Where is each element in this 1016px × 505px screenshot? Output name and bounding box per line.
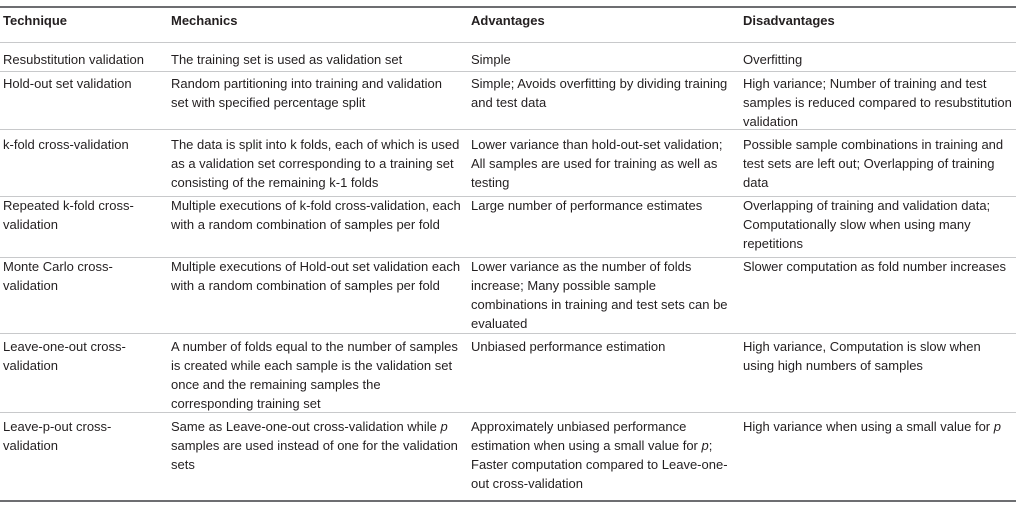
row-divider xyxy=(0,71,1016,72)
technique-cell: Hold-out set validation xyxy=(3,76,132,91)
disadvantages-cell: Possible sample combinations in training and test sets are left out; Overlapping of training data xyxy=(743,137,1004,190)
column-header-advantages: Advantages xyxy=(471,13,545,28)
technique-cell: k-fold cross-validation xyxy=(3,137,129,152)
header-divider xyxy=(0,42,1016,43)
disadvantages-cell: High variance when using a small value for p xyxy=(743,419,1001,434)
table-top-rule xyxy=(0,6,1016,8)
advantages-cell: Large number of performance estimates xyxy=(471,198,703,213)
advantages-cell: Lower variance than hold-out-set validation; All samples are used for training as well as testing xyxy=(471,137,723,190)
technique-cell: Repeated k-fold cross-validation xyxy=(3,198,134,232)
disadvantages-cell: High variance; Number of training and test samples is reduced compared to resubstitution validation xyxy=(743,76,1012,129)
disadvantages-cell: Overlapping of training and validation data; Computationally slow when using many repetitions xyxy=(743,198,991,251)
row-divider xyxy=(0,333,1016,334)
mechanics-cell: The data is split into k folds, each of which is used as a validation set corresponding to a training set consisting of the remaining k-1 folds xyxy=(171,137,460,190)
mechanics-cell: Random partitioning into training and validation set with specified percentage split xyxy=(171,76,443,110)
mechanics-cell: Multiple executions of Hold-out set validation each with a random combination of samples per fold xyxy=(171,259,461,293)
disadvantages-cell: High variance, Computation is slow when using high numbers of samples xyxy=(743,339,981,373)
mechanics-cell: A number of folds equal to the number of samples is created while each sample is the validation set once and the remaining samples the corresponding training set xyxy=(171,339,458,411)
column-header-mechanics: Mechanics xyxy=(171,13,238,28)
advantages-cell: Approximately unbiased performance estimation when using a small value for p; Faster computation compared to Leave-one-out cross-validation xyxy=(471,419,728,491)
advantages-cell: Simple; Avoids overfitting by dividing training and test data xyxy=(471,76,728,110)
technique-cell: Leave-one-out cross-validation xyxy=(3,339,126,373)
advantages-cell: Unbiased performance estimation xyxy=(471,339,666,354)
row-divider xyxy=(0,412,1016,413)
mechanics-cell: The training set is used as validation set xyxy=(171,52,403,67)
advantages-cell: Simple xyxy=(471,52,511,67)
disadvantages-cell: Slower computation as fold number increases xyxy=(743,259,1007,274)
technique-cell: Leave-p-out cross-validation xyxy=(3,419,112,453)
disadvantages-cell: Overfitting xyxy=(743,52,803,67)
advantages-cell: Lower variance as the number of folds increase; Many possible sample combinations in training and test sets can be evaluated xyxy=(471,259,728,331)
table-bottom-rule xyxy=(0,500,1016,502)
mechanics-cell: Multiple executions of k-fold cross-validation, each with a random combination of samples per fold xyxy=(171,198,461,232)
mechanics-cell: Same as Leave-one-out cross-validation while p samples are used instead of one for the validation sets xyxy=(171,419,458,472)
technique-cell: Monte Carlo cross-validation xyxy=(3,259,113,293)
technique-cell: Resubstitution validation xyxy=(3,52,144,67)
column-header-technique: Technique xyxy=(3,13,68,28)
column-header-disadvantages: Disadvantages xyxy=(743,13,835,28)
